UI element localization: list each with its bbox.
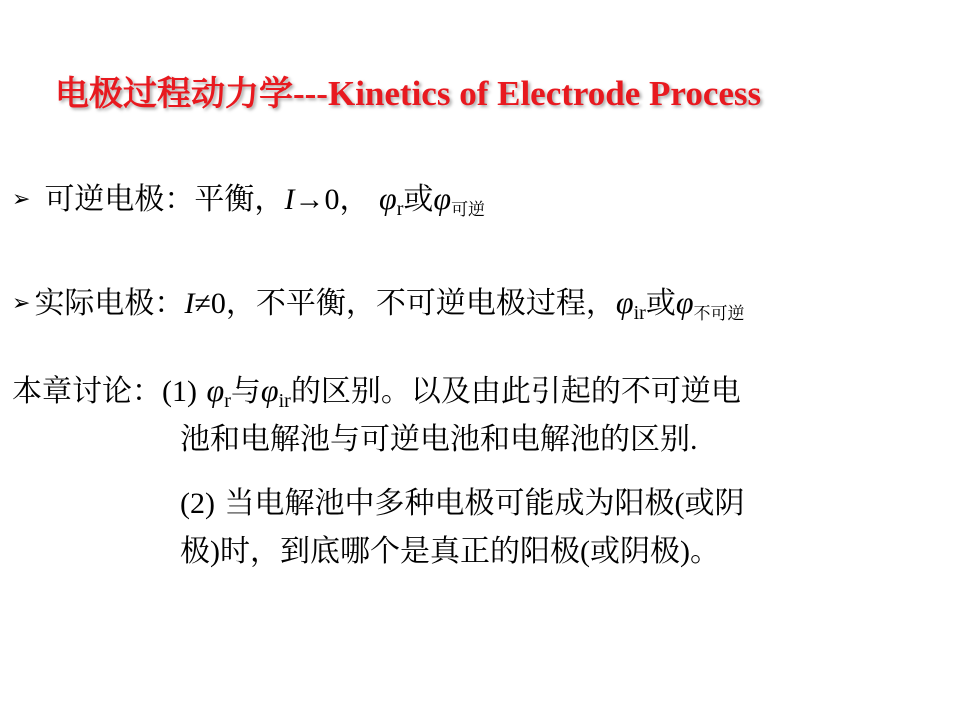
and-text: 与 xyxy=(230,374,261,409)
item-2-text-or-cathode-2: 或阴极 xyxy=(590,534,680,569)
phi-subscript-ir: ir xyxy=(633,302,646,324)
item-2-text: 当电解池中多种电极可能成为阳极 xyxy=(224,486,675,521)
actual-electrode-desc: ，不平衡，不可逆电极过程， xyxy=(225,286,616,321)
actual-electrode-text: 实际电极： xyxy=(34,286,185,321)
item-2-text-pole: 极 xyxy=(180,534,210,569)
item-1-text: 的区别。以及由此引起的不可逆电 xyxy=(290,374,741,409)
item-1-continued-text: 池和电解池与可逆电池和电解池的区别 xyxy=(180,422,690,457)
phi-symbol: φ xyxy=(615,284,634,320)
phi-subscript-r: r xyxy=(224,390,231,412)
title-en: ---Kinetics of Electrode Process xyxy=(293,74,762,113)
item-2-end: 。 xyxy=(690,534,720,569)
discussion-item-1-continued xyxy=(180,420,698,460)
reversible-electrode-line xyxy=(12,178,485,220)
phi-symbol: φ xyxy=(675,284,694,320)
item-2-text-or-cathode: 或阴 xyxy=(684,486,745,521)
item-number: (1) xyxy=(162,375,197,408)
paren-open: ( xyxy=(674,487,685,520)
paren-open: ( xyxy=(580,535,590,568)
phi-symbol: φ xyxy=(378,180,397,216)
item-2-text-which: 时，到底哪个是真正的阳极 xyxy=(220,534,580,569)
item-number: (2) xyxy=(180,487,215,520)
current-symbol: I xyxy=(284,183,295,216)
phi-symbol: φ xyxy=(260,372,279,408)
reversible-electrode-text: 可逆电极：平衡， xyxy=(44,182,285,217)
not-equal-zero: ≠0 xyxy=(194,287,226,320)
discussion-label: 本章讨论： xyxy=(12,374,162,409)
or-text: 或 xyxy=(403,182,434,217)
paren-close: ) xyxy=(680,535,690,568)
slide-title xyxy=(55,66,935,115)
discussion-item-2-continued xyxy=(180,532,720,572)
phi-symbol: φ xyxy=(433,180,452,216)
phi-subscript-irreversible: 不可逆 xyxy=(693,304,745,324)
phi-subscript-r: r xyxy=(396,198,404,220)
arrow-bullet-icon: ➢ xyxy=(12,291,31,316)
current-symbol: I xyxy=(184,287,195,320)
paren-close: ) xyxy=(210,535,220,568)
arrow-zero: →0， xyxy=(294,183,370,216)
discussion-item-2 xyxy=(180,484,745,524)
or-text: 或 xyxy=(645,286,676,321)
discussion-item-1 xyxy=(12,370,741,412)
phi-subscript-reversible: 可逆 xyxy=(451,200,486,220)
arrow-bullet-icon: ➢ xyxy=(12,187,31,212)
title-zh: 电极过程动力学 xyxy=(55,74,293,114)
phi-symbol: φ xyxy=(206,372,225,408)
actual-electrode-line xyxy=(12,282,745,324)
period: . xyxy=(690,423,698,456)
phi-subscript-ir: ir xyxy=(278,390,291,412)
